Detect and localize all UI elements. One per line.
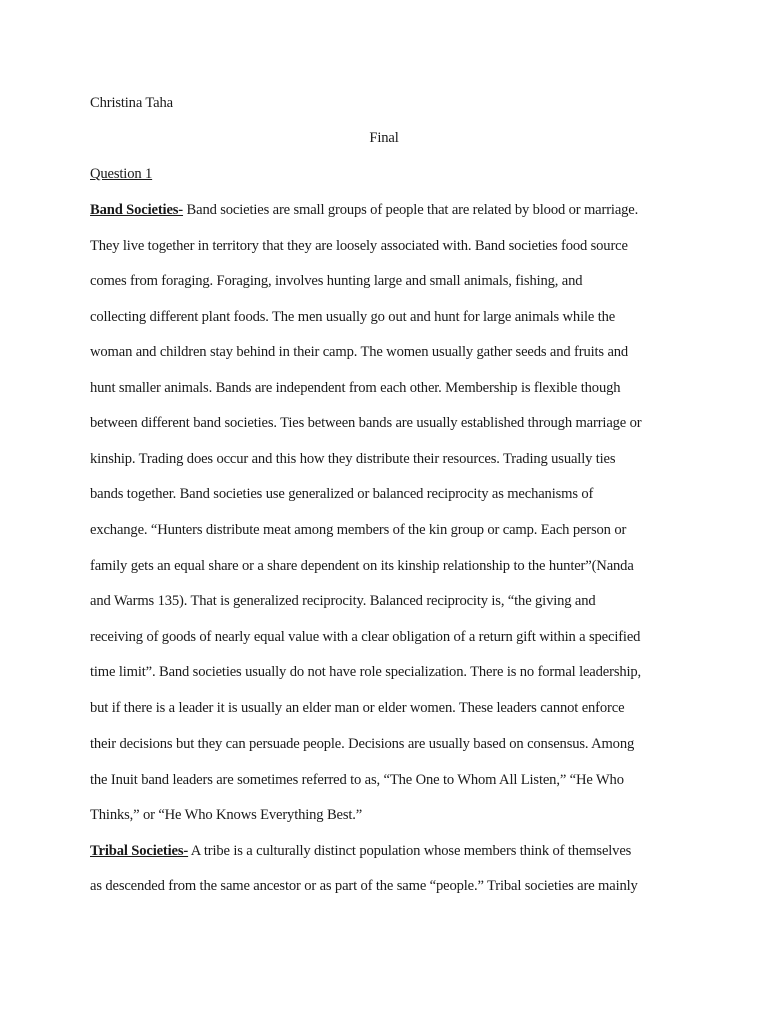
band-paragraph-first-line: [90, 201, 638, 219]
author-name: Christina Taha: [90, 95, 173, 111]
band-line: their decisions but they can persuade people. Decisions are usually based on consensus. Among: [90, 736, 635, 752]
tribal-societies-heading: Tribal Societies-: [90, 843, 189, 859]
question-heading: Question 1: [90, 166, 153, 182]
tribal-line: as descended from the same ancestor or as part of the same “people.” Tribal societies are mainly: [90, 878, 638, 894]
band-line: bands together. Band societies use generalized or balanced reciprocity as mechanisms of: [90, 486, 594, 502]
band-line: and Warms 135). That is generalized reciprocity. Balanced reciprocity is, “the giving and: [90, 593, 596, 609]
band-line: woman and children stay behind in their camp. The women usually gather seeds and fruits and: [90, 344, 629, 360]
band-line: Thinks,” or “He Who Knows Everything Best.”: [90, 807, 363, 823]
band-line: family gets an equal share or a share dependent on its kinship relationship to the hunter”(Nanda: [90, 558, 634, 574]
band-line: but if there is a leader it is usually an elder man or elder women. These leaders cannot enforce: [90, 700, 625, 716]
band-line: kinship. Trading does occur and this how they distribute their resources. Trading usually ties: [90, 451, 616, 467]
band-line: hunt smaller animals. Bands are independent from each other. Membership is flexible though: [90, 380, 621, 396]
band-line: between different band societies. Ties between bands are usually established through marriage or: [90, 415, 642, 431]
tribal-paragraph-first-line: [90, 842, 631, 860]
band-line: receiving of goods of nearly equal value with a clear obligation of a return gift within a specified: [90, 629, 641, 645]
band-line: collecting different plant foods. The men usually go out and hunt for large animals while the: [90, 309, 616, 325]
band-line: They live together in territory that they are loosely associated with. Band societies food source: [90, 238, 628, 254]
band-societies-heading: Band Societies-: [90, 202, 184, 218]
document-title: Final: [369, 130, 399, 146]
tribal-first-line-text: A tribe is a culturally distinct population whose members think of themselves: [188, 843, 632, 859]
band-first-line-text: Band societies are small groups of people that are related by blood or marriage.: [183, 202, 639, 218]
band-line: the Inuit band leaders are sometimes referred to as, “The One to Whom All Listen,” “He Who: [90, 772, 624, 788]
band-line: comes from foraging. Foraging, involves hunting large and small animals, fishing, and: [90, 273, 583, 289]
band-line: time limit”. Band societies usually do not have role specialization. There is no formal leadership,: [90, 664, 642, 680]
band-line: exchange. “Hunters distribute meat among members of the kin group or camp. Each person or: [90, 522, 627, 538]
